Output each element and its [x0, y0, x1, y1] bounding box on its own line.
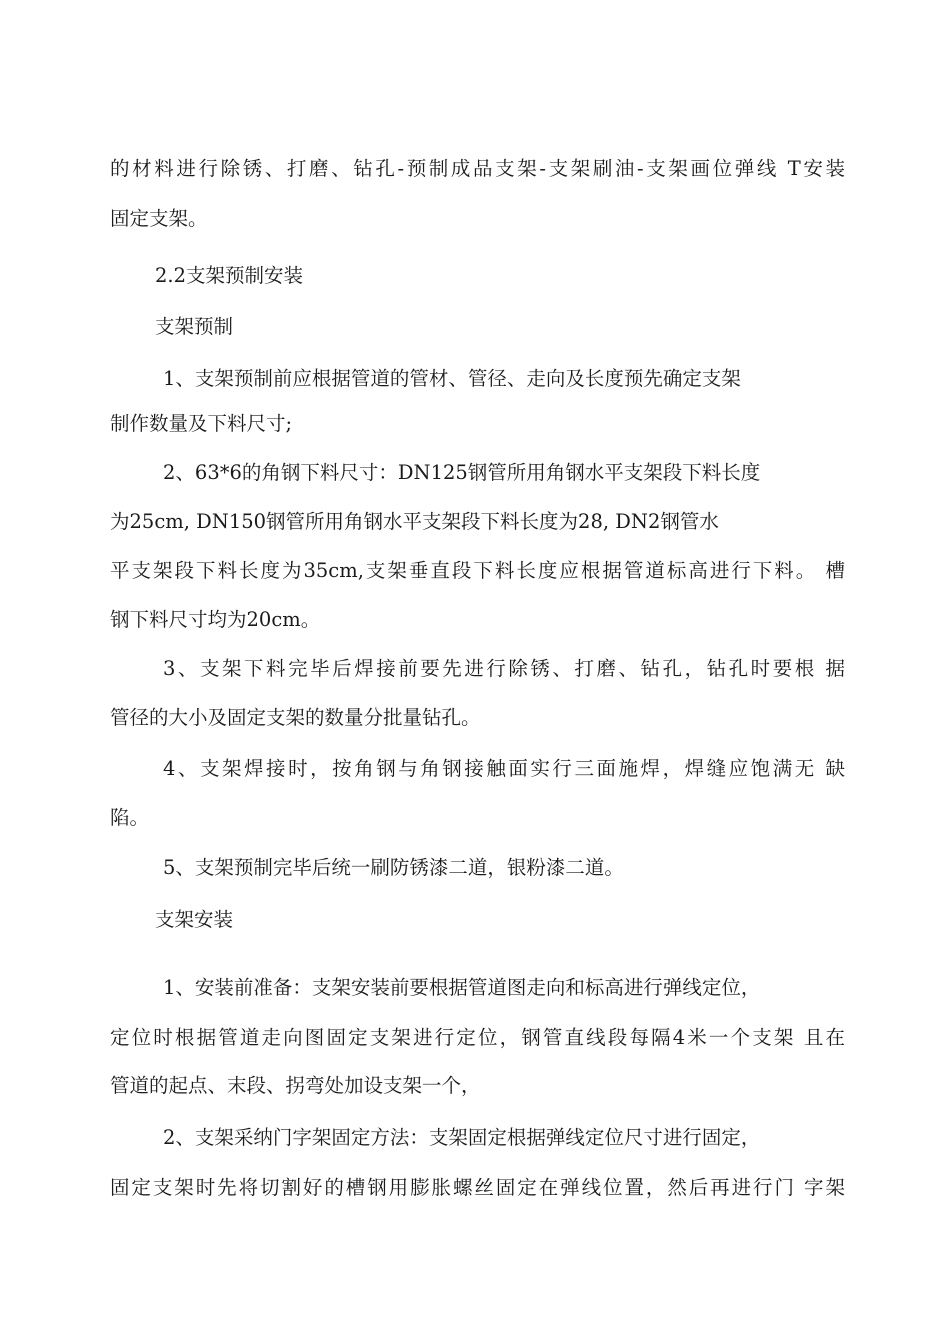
list-item-line: 2、63*6的角钢下料尺寸：DN125钢管所用角钢水平支架段下料长度 [163, 461, 761, 484]
list-item-line: 1、安装前准备：支架安装前要根据管道图走向和标高进行弹线定位， [163, 976, 761, 999]
paragraph-line: 的材料进行除锈、打磨、钻孔-预制成品支架-支架刷油-支架画位弹线 T安装 [110, 157, 845, 180]
list-item-line: 管道的起点、末段、拐弯处加设支架一个， [110, 1074, 481, 1097]
list-item-line: 平支架段下料长度为35cm,支架垂直段下料长度应根据管道标高进行下料。 槽 [110, 559, 845, 582]
subsection-heading: 支架预制 [155, 315, 234, 338]
list-item-line: 3、支架下料完毕后焊接前要先进行除锈、打磨、钻孔，钻孔时要根 据 [163, 657, 845, 680]
subsection-heading: 支架安装 [155, 908, 234, 931]
list-item-line: 定位时根据管道走向图固定支架进行定位，钢管直线段每隔4米一个支架 且在 [110, 1026, 845, 1049]
list-item-line: 5、支架预制完毕后统一刷防锈漆二道，银粉漆二道。 [163, 856, 624, 879]
paragraph-line: 固定支架。 [110, 207, 208, 230]
list-item-line: 管径的大小及固定支架的数量分批量钻孔。 [110, 706, 481, 729]
list-item-line: 4、支架焊接时，按角钢与角钢接触面实行三面施焊，焊缝应饱满无 缺 [163, 757, 845, 780]
list-item-line: 钢下料尺寸均为20cm。 [110, 608, 321, 631]
list-item-line: 陷。 [110, 806, 150, 829]
list-item-line: 制作数量及下料尺寸; [110, 412, 293, 435]
list-item-line: 2、支架采纳门字架固定方法：支架固定根据弹线定位尺寸进行固定， [163, 1126, 761, 1149]
list-item-line: 1、支架预制前应根据管道的管材、管径、走向及长度预先确定支架 [163, 367, 741, 390]
list-item-line: 为25cm, DN150钢管所用角钢水平支架段下料长度为28, DN2钢管水 [110, 510, 719, 533]
section-heading: 2.2支架预制安装 [155, 264, 304, 287]
list-item-line: 固定支架时先将切割好的槽钢用膨胀螺丝固定在弹线位置，然后再进行门 字架 [110, 1176, 845, 1199]
